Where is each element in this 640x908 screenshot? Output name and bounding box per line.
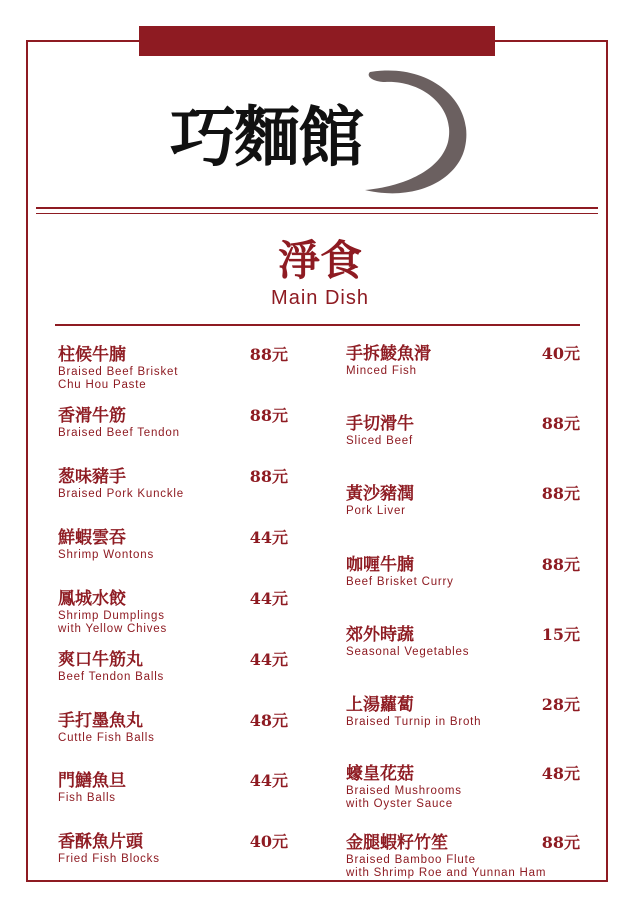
menu-item [346, 763, 580, 811]
dish-name-en: Braised Mushrooms with Oyster Sauce [346, 785, 462, 810]
dish-name-zh: 柱候牛腩 [58, 345, 126, 365]
dish-name-zh: 郊外時蔬 [346, 625, 414, 645]
dish-name-en: Sliced Beef [346, 435, 413, 447]
menu-item [346, 832, 580, 880]
menu-item [58, 770, 288, 805]
dish-price: 40元 [249, 832, 288, 851]
dish-price: 88元 [541, 414, 580, 433]
dish-name-zh: 門鱔魚旦 [58, 771, 126, 791]
menu-item [58, 466, 288, 501]
dish-price: 88元 [249, 406, 288, 425]
dish-name-en: Braised Bamboo Flute with Shrimp Roe and Yunnan Ham [346, 854, 547, 879]
dish-name-en: Cuttle Fish Balls [58, 732, 155, 744]
dish-price: 44元 [249, 528, 288, 547]
menu-item [346, 343, 580, 378]
menu-item [58, 344, 288, 392]
dish-name-zh: 手切滑牛 [346, 414, 414, 434]
restaurant-name: 巧麵館 [170, 98, 362, 176]
dish-name-zh: 葱味豬手 [58, 467, 126, 487]
dish-name-zh: 黃沙豬潤 [346, 484, 414, 504]
dish-name-zh: 咖喱牛腩 [346, 555, 414, 575]
dish-price: 48元 [541, 764, 580, 783]
dish-price: 44元 [249, 589, 288, 608]
dish-price: 88元 [541, 484, 580, 503]
menu-item [58, 710, 288, 745]
top-banner-bar [139, 26, 495, 56]
dish-price: 40元 [541, 344, 580, 363]
menu-item [58, 649, 288, 684]
divider [36, 207, 598, 209]
divider [36, 213, 598, 214]
menu-item [346, 413, 580, 448]
dish-price: 15元 [541, 625, 580, 644]
dish-price: 44元 [249, 771, 288, 790]
dish-name-en: Braised Beef Tendon [58, 427, 180, 439]
menu-item [346, 483, 580, 518]
menu-item [58, 527, 288, 562]
divider [55, 324, 580, 326]
dish-name-en: Beef Brisket Curry [346, 576, 454, 588]
dish-name-zh: 香滑牛筋 [58, 406, 126, 426]
dish-price: 88元 [249, 345, 288, 364]
menu-item [58, 405, 288, 440]
section-title: 淨食 [277, 236, 362, 285]
dish-name-en: Braised Turnip in Broth [346, 716, 482, 728]
dish-name-zh: 鳳城水餃 [58, 589, 126, 609]
dish-name-zh: 金腿蝦籽竹笙 [346, 833, 448, 853]
menu-item [346, 554, 580, 589]
dish-name-en: Shrimp Dumplings with Yellow Chives [58, 610, 168, 635]
section-subtitle: Main Dish [271, 287, 369, 309]
dish-price: 88元 [541, 555, 580, 574]
menu-item [58, 588, 288, 636]
menu-item [346, 624, 580, 659]
dish-name-zh: 香酥魚片頭 [58, 832, 143, 852]
dish-name-zh: 鮮蝦雲吞 [58, 528, 126, 548]
dish-name-en: Braised Beef Brisket Chu Hou Paste [58, 366, 179, 391]
dish-price: 48元 [249, 711, 288, 730]
dish-price: 88元 [249, 467, 288, 486]
dish-price: 88元 [541, 833, 580, 852]
logo [160, 62, 480, 202]
dish-name-en: Braised Pork Kunckle [58, 488, 184, 500]
dish-name-zh: 蠔皇花菇 [346, 764, 414, 784]
dish-name-zh: 手拆鯪魚滑 [346, 344, 431, 364]
dish-name-en: Fish Balls [58, 792, 116, 804]
dish-name-zh: 爽口牛筋丸 [58, 650, 143, 670]
menu-item [58, 831, 288, 866]
dish-name-en: Minced Fish [346, 365, 417, 377]
dish-name-en: Fried Fish Blocks [58, 853, 160, 865]
dish-price: 44元 [249, 650, 288, 669]
dish-price: 28元 [541, 695, 580, 714]
dish-name-zh: 手打墨魚丸 [58, 711, 143, 731]
dish-name-en: Shrimp Wontons [58, 549, 154, 561]
dish-name-en: Beef Tendon Balls [58, 671, 165, 683]
dish-name-en: Seasonal Vegetables [346, 646, 470, 658]
dish-name-en: Pork Liver [346, 505, 406, 517]
dish-name-zh: 上湯蘿蔔 [346, 695, 414, 715]
menu-item [346, 694, 580, 729]
